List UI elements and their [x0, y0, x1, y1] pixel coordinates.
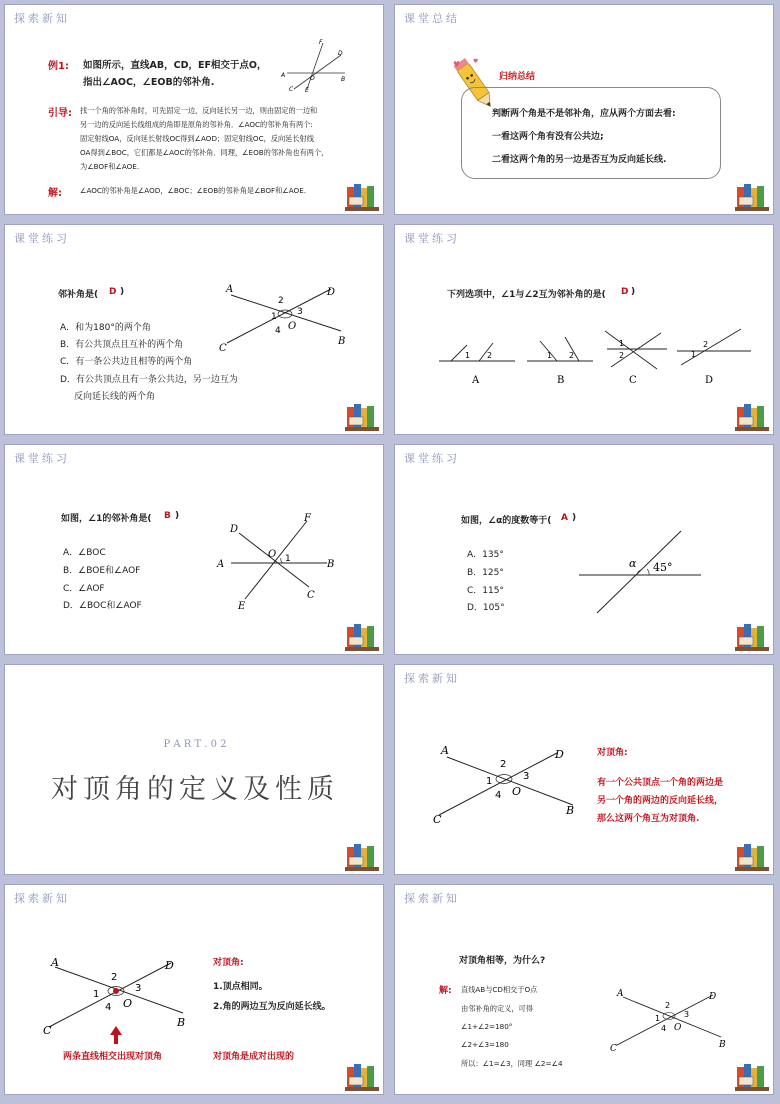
option-b: B．有公共顶点且互补的两个角 — [60, 340, 184, 350]
slide-5[interactable] — [4, 444, 384, 655]
fig-label-O: O — [123, 997, 133, 1010]
angle-3: 3 — [523, 771, 530, 782]
angle-1: 1 — [271, 312, 277, 322]
answer-letter: D — [109, 287, 117, 297]
definition-line-3: 那么这两个角互为对顶角. — [597, 814, 700, 824]
fig-label-B: B — [338, 336, 346, 347]
options-figures — [395, 225, 774, 435]
solution-line-1: 直线AB与CD相交于O点 — [461, 985, 538, 994]
slide-header: 课堂练习 — [14, 232, 70, 245]
books-decoration-icon — [735, 839, 769, 871]
slide-3[interactable] — [4, 224, 384, 435]
option-d-cont: 反向延长线的两个角 — [74, 392, 156, 402]
a-angle-1: 1 — [465, 351, 471, 360]
fig-label-B: B — [177, 1016, 186, 1029]
option-d: D．有公共顶点且有一条公共边，另一边互为 — [60, 375, 238, 385]
definition-title: 对顶角: — [213, 958, 244, 968]
books-decoration-icon — [735, 179, 769, 211]
d-angle-1: 1 — [691, 350, 697, 359]
books-decoration-icon — [345, 179, 379, 211]
guide-line-1: 找一个角的邻补角时，可先固定一边，反向延长另一边，则由固定的一边和 — [80, 106, 318, 115]
option-d: D．105° — [467, 603, 505, 613]
question-close: ) — [120, 287, 125, 297]
fig-label-O: O — [268, 549, 277, 560]
angle-4: 4 — [661, 1024, 667, 1033]
angle-3: 3 — [684, 1010, 690, 1019]
option-b: B．∠BOE和∠AOF — [63, 566, 141, 576]
fig-label-B: B — [327, 559, 335, 570]
angle-4: 4 — [275, 326, 281, 336]
fig-label-C: C — [289, 86, 294, 93]
svg-text:♥: ♥ — [473, 58, 479, 65]
d-angle-2: 2 — [703, 340, 709, 349]
solution-label: 解: — [48, 188, 62, 199]
option-a: A．∠BOC — [63, 548, 106, 558]
definition-line-1: 有一个公共顶点一个角的两边是 — [597, 778, 724, 788]
angle-1: 1 — [486, 776, 493, 787]
intersecting-lines-figure — [5, 225, 384, 435]
angle-2: 2 — [500, 759, 507, 770]
slide-header: 探索新知 — [14, 12, 70, 25]
fig-label-B: B — [341, 76, 346, 83]
option-c: C．∠AOF — [63, 584, 105, 594]
fig-label-O: O — [674, 1023, 682, 1033]
slide-10[interactable] — [394, 884, 774, 1095]
summary-line-1: 判断两个角是不是邻补角，应从两个方面去看: — [492, 109, 676, 119]
note-left: 两条直线相交出现对顶角 — [63, 1052, 163, 1062]
slide-8[interactable] — [394, 664, 774, 875]
fig-label-C: C — [433, 813, 442, 826]
angle-2: 2 — [278, 296, 284, 306]
fig-label-A: A — [226, 284, 234, 295]
summary-line-3: 二看这两个角的另一边是否互为反向延长线. — [492, 155, 667, 165]
angle-1: 1 — [285, 554, 291, 564]
option-label-c: C — [629, 375, 637, 386]
three-lines-figure — [5, 445, 384, 655]
fig-label-F: F — [304, 513, 311, 524]
fig-label-B: B — [566, 804, 575, 817]
books-decoration-icon — [735, 619, 769, 651]
angle-2: 2 — [665, 1001, 671, 1010]
answer-letter: D — [621, 287, 629, 297]
intersecting-lines-figure — [5, 885, 384, 1095]
answer-letter: B — [164, 511, 171, 521]
point-2: 2.角的两边互为反向延长线。 — [213, 1002, 331, 1012]
option-c: C．有一条公共边且相等的两个角 — [60, 357, 193, 367]
example-label: 例1: — [48, 61, 69, 72]
fig-label-D: D — [555, 748, 564, 761]
fig-label-A: A — [281, 72, 286, 79]
option-label-b: B — [557, 375, 565, 386]
angle-3: 3 — [135, 983, 142, 994]
definition-line-2: 另一个角的两边的反向延长线， — [597, 796, 724, 806]
intersecting-lines-figure — [395, 885, 774, 1095]
summary-tag: 归纳总结 — [499, 72, 536, 82]
guide-line-3: 固定射线OA，反向延长射线OC得到∠AOD；固定射线OC，反向延长射线 — [80, 134, 314, 143]
fig-label-A: A — [51, 956, 59, 969]
fig-label-D: D — [165, 959, 174, 972]
slide-1[interactable] — [4, 4, 384, 215]
books-decoration-icon — [345, 399, 379, 431]
angle-1: 1 — [655, 1014, 661, 1023]
option-d: D．∠BOC和∠AOF — [63, 601, 142, 611]
alpha-label: α — [629, 557, 637, 570]
section-title: 对顶角的定义及性质 — [51, 774, 339, 805]
angle-1: 1 — [93, 989, 100, 1000]
fig-label-A: A — [617, 989, 624, 999]
intersecting-lines-figure — [395, 665, 774, 875]
option-b: B．125° — [467, 568, 504, 578]
fig-label-E: E — [305, 87, 309, 94]
up-arrow-icon — [110, 1026, 122, 1044]
books-decoration-icon — [345, 619, 379, 651]
question-close: ) — [572, 513, 577, 523]
fig-label-O: O — [512, 785, 522, 798]
note-right: 对顶角是成对出现的 — [213, 1052, 295, 1062]
angle-4: 4 — [105, 1002, 112, 1013]
slide-header: 课堂总结 — [404, 12, 460, 25]
solution-label: 解: — [439, 986, 452, 996]
c-angle-2: 2 — [619, 351, 625, 360]
slide-header: 探索新知 — [404, 672, 460, 685]
books-decoration-icon — [345, 839, 379, 871]
solution-line-4: ∠2+∠3=180 — [461, 1040, 509, 1049]
option-a: A．和为180°的两个角 — [60, 323, 151, 333]
solution-line-3: ∠1+∠2=180° — [461, 1022, 513, 1031]
angle-2: 2 — [111, 972, 118, 983]
fig-label-E: E — [238, 601, 246, 612]
fig-label-C: C — [610, 1044, 617, 1054]
books-decoration-icon — [735, 1059, 769, 1091]
point-1: 1.顶点相同。 — [213, 982, 268, 992]
slide-2[interactable] — [394, 4, 774, 215]
b-angle-1: 1 — [547, 351, 553, 360]
fig-label-O: O — [288, 321, 297, 332]
guide-line-2: 另一边的反向延长线组成的角即是原角的邻补角．∠AOC的邻补角有两个: — [80, 120, 313, 129]
definition-title: 对顶角: — [597, 748, 628, 758]
fig-label-D: D — [327, 287, 336, 298]
solution-line-2: 由邻补角的定义，可得 — [461, 1004, 533, 1013]
angle-4: 4 — [495, 790, 502, 801]
option-label-d: D — [705, 375, 714, 386]
books-decoration-icon — [345, 1059, 379, 1091]
solution-line-5: 所以：∠1=∠3，同理 ∠2=∠4 — [461, 1059, 563, 1068]
slide-header: 课堂练习 — [404, 232, 460, 245]
degree-label: 45° — [653, 561, 673, 574]
slide-header: 课堂练习 — [404, 452, 460, 465]
part-label: P A R T . 0 2 — [163, 739, 227, 750]
fig-label-D: D — [338, 50, 343, 57]
fig-label-D: D — [230, 524, 239, 535]
slide-header: 探索新知 — [404, 892, 460, 905]
fig-label-O: O — [310, 75, 315, 82]
question-close: ) — [631, 287, 636, 297]
guide-label: 引导: — [48, 108, 72, 119]
slide-7[interactable] — [4, 664, 384, 875]
books-decoration-icon — [735, 399, 769, 431]
question-text: 如图，∠1的邻补角是( — [61, 514, 152, 524]
question-text: 如图，∠α的度数等于( — [461, 516, 552, 526]
slide-header: 课堂练习 — [14, 452, 70, 465]
angle-figure — [395, 445, 774, 655]
c-angle-1: 1 — [619, 339, 625, 348]
slide-9[interactable] — [4, 884, 384, 1095]
a-angle-2: 2 — [487, 351, 493, 360]
answer-letter: A — [561, 513, 568, 523]
question-text: 下列选项中，∠1与∠2互为邻补角的是( — [447, 290, 606, 300]
slide-4[interactable] — [394, 224, 774, 435]
option-a: A．135° — [467, 550, 504, 560]
summary-line-2: 一看这两个角有没有公共边; — [492, 132, 604, 142]
example-text-line1: 如图所示，直线AB，CD，EF相交于点O， — [83, 60, 267, 71]
svg-text:♥: ♥ — [453, 60, 461, 69]
fig-label-A: A — [217, 559, 225, 570]
fig-label-C: C — [307, 590, 315, 601]
fig-label-C: C — [219, 343, 227, 354]
guide-line-4: OA得到∠BOC，它们都是∠AOC的邻补角．同理，∠EOB的邻补角也有两个， — [80, 148, 329, 157]
question-text: 邻补角是( — [58, 290, 99, 300]
vertex-dot-icon — [113, 988, 119, 994]
angle-3: 3 — [297, 307, 303, 317]
fig-label-F: F — [319, 39, 323, 46]
option-label-a: A — [472, 375, 480, 386]
fig-label-A: A — [441, 744, 449, 757]
fig-label-B: B — [719, 1040, 726, 1050]
fig-label-C: C — [43, 1024, 52, 1037]
question-text: 对顶角相等，为什么? — [459, 956, 546, 966]
guide-line-5: 为∠BOF和∠AOE. — [80, 162, 140, 171]
slide-6[interactable] — [394, 444, 774, 655]
option-c: C．115° — [467, 586, 504, 596]
question-close: ) — [175, 511, 180, 521]
example-text-line2: 指出∠AOC，∠EOB的邻补角. — [83, 77, 215, 88]
slide-header: 探索新知 — [14, 892, 70, 905]
b-angle-2: 2 — [569, 351, 575, 360]
fig-label-D: D — [709, 992, 717, 1002]
solution-text: ∠AOC的邻补角是∠AOD，∠BOC；∠EOB的邻补角是∠BOF和∠AOE. — [80, 186, 307, 195]
